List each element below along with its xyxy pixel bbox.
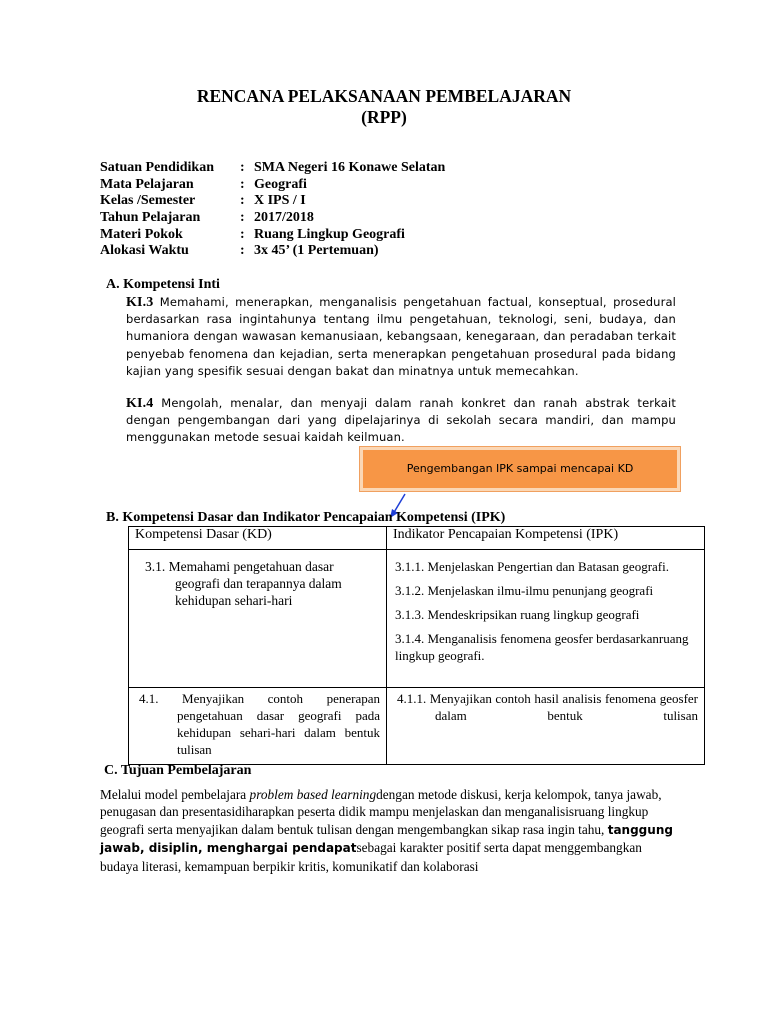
para-text: Melalui model pembelajara (100, 787, 250, 802)
identity-value: 3x 45’ (1 Pertemuan) (254, 243, 379, 258)
table-row (129, 688, 705, 765)
table-cell-kd (129, 550, 387, 688)
identity-colon: : (240, 177, 245, 192)
identity-key: Materi Pokok (100, 227, 183, 242)
ipk-item: 3.1.2. Menjelaskan ilmu-ilmu penunjang geografi (395, 583, 654, 598)
para-text: dengan metode diskusi, kerja kelompok, tanya jawab, penugasan dan presentasidiharapkan peserta didik mampu menjelaskan dan menganalisisruang lingkup geografi serta menyajikan dalam bentuk tulisan dengan mengembangkan sikap rasa ingin tahu, (100, 787, 662, 837)
identity-value: SMA Negeri 16 Konawe Selatan (254, 160, 446, 175)
para-bold: tanggung jawab, disiplin, menghargai pendapat (100, 822, 673, 856)
table-header-row (129, 527, 705, 550)
document-subtitle: (RPP) (361, 107, 407, 127)
table-header-kd: Kompetensi Dasar (KD) (129, 527, 387, 550)
identity-key: Alokasi Waktu (100, 243, 189, 258)
identity-value: 2017/2018 (254, 210, 314, 225)
identity-key: Kelas /Semester (100, 193, 196, 208)
ki3-text: Memahami, menerapkan, menganalisis pengetahuan factual, konseptual, prosedural berdasarkan rasa ingintahunya tentang ilmu pengetahuan, teknologi, seni, budaya, dan humaniora dengan wawasan kemanusiaan, kebangsaan, kenegaraan, dan peradaban terkait penyebab fenomena dan kejadian, serta menerapkan pengetahuan prosedural pada bidang kajian yang spesifik sesuai dengan bakat dan minatnya untuk memecahkan. (126, 295, 676, 378)
para-text: sebagai karakter positif serta dapat menggembangkan budaya literasi, kemampuan berpikir kritis, komunikatif dan kolaborasi (100, 840, 642, 874)
table-cell-kd (129, 688, 387, 765)
ki4-paragraph (126, 395, 676, 447)
identity-colon: : (240, 210, 245, 225)
ipk-callout-text: Pengembangan IPK sampai mencapai KD (406, 462, 634, 475)
ipk-item: 3.1.4. Menganalisis fenomena geosfer berdasarkanruang lingkup geografi. (395, 631, 689, 663)
identity-key: Satuan Pendidikan (100, 160, 214, 175)
kd-4-1: 4.1. Menyajikan contoh penerapan pengetahuan dasar geografi pada kehidupan sehari-hari dalam bentuk tulisan (139, 691, 380, 757)
table-cell-ipk (387, 550, 705, 688)
ki4-text: Mengolah, menalar, dan menyaji dalam ranah konkret dan ranah abstrak terkait dengan pengembangan dari yang dipelajarinya di sekolah secara mandiri, dan mampu menggunakan metode sesuai kaidah keilmuan. (126, 396, 676, 445)
kd-ipk-table (128, 526, 705, 765)
kd-3-1: 3.1. Memahami pengetahuan dasar geografi dan terapannya dalam kehidupan sehari-hari (145, 559, 342, 608)
section-c-paragraph (100, 786, 680, 875)
table-header-ipk: Indikator Pencapaian Kompetensi (IPK) (387, 527, 705, 550)
ipk-item: 4.1.1. Menyajikan contoh hasil analisis fenomena geosfer dalam bentuk tulisan (397, 691, 698, 723)
ipk-item: 3.1.1. Menjelaskan Pengertian dan Batasan geografi. (395, 559, 669, 574)
identity-value: Ruang Lingkup Geografi (254, 227, 405, 242)
identity-colon: : (240, 193, 245, 208)
para-italic: problem based learning (249, 787, 377, 802)
identity-value: X IPS / I (254, 193, 306, 208)
identity-key: Mata Pelajaran (100, 177, 194, 192)
table-cell-ipk (387, 688, 705, 765)
section-b-heading: B. Kompetensi Dasar dan Indikator Pencapaian Kompetensi (IPK) (106, 510, 506, 525)
ki3-label: KI.3 (126, 295, 154, 310)
identity-colon: : (240, 160, 245, 175)
identity-colon: : (240, 227, 245, 242)
ki3-paragraph (126, 294, 676, 380)
ipk-callout-box (360, 447, 680, 491)
identity-colon: : (240, 243, 245, 258)
ki4-label: KI.4 (126, 396, 154, 411)
table-row (129, 550, 705, 688)
section-c-heading: C. Tujuan Pembelajaran (104, 763, 252, 778)
identity-key: Tahun Pelajaran (100, 210, 201, 225)
identity-value: Geografi (254, 177, 307, 192)
document-title: RENCANA PELAKSANAAN PEMBELAJARAN (196, 86, 572, 106)
ipk-item: 3.1.3. Mendeskripsikan ruang lingkup geografi (395, 607, 640, 622)
section-a-heading: A. Kompetensi Inti (106, 277, 220, 292)
